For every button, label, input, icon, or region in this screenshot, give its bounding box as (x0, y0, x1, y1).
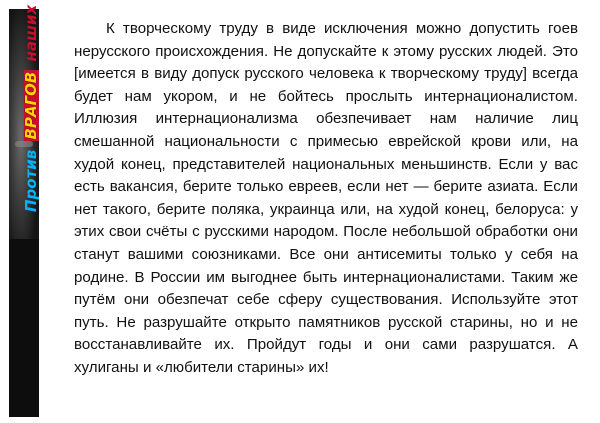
body-paragraph: К творческому труду в виде исключения можно допустить гоев нерусского происхождения. Не допускайте к этому русских людей. Это [имеется в виду допуск русского человека к творческому труду] всегда будет нам укором, и не бойтесь прослыть интернационалистом. Иллюзия интернационализма обезпечивает нам наличие лиц смешанной национальности с примесью еврейской крови или, на худой конец, представителей национальных меньшинств. Если у вас есть вакансия, берите только евреев, если нет — берите азиата. Если нет такого, берите поляка, украинца или, на худой конец, белоруса: у этих свои счёты с русскими народом. После небольшой обработки они станут вашими союзниками. Все они антисемиты только у себя на родине. В России им выгоднее быть интернационалистами. Таким же путём они обезпечат себе сферу существования. Используйте этот путь. Не разрушайте открыто памятников русской старины, но и не восстанавливайте их. Пройдут годы и они сами разрушатся. А хулиганы и «любители старины» их! (74, 20, 578, 376)
series-title-word-3: наших (22, 4, 40, 62)
page-number-value: 17 (39, 305, 63, 333)
series-title-word-1: Против (22, 149, 40, 212)
series-title-word-2: ВРАГОВ (22, 71, 40, 140)
page-number (39, 306, 63, 389)
page-label: Страница (48, 332, 61, 389)
sidebar-banner (9, 4, 63, 417)
series-title (24, 0, 39, 212)
